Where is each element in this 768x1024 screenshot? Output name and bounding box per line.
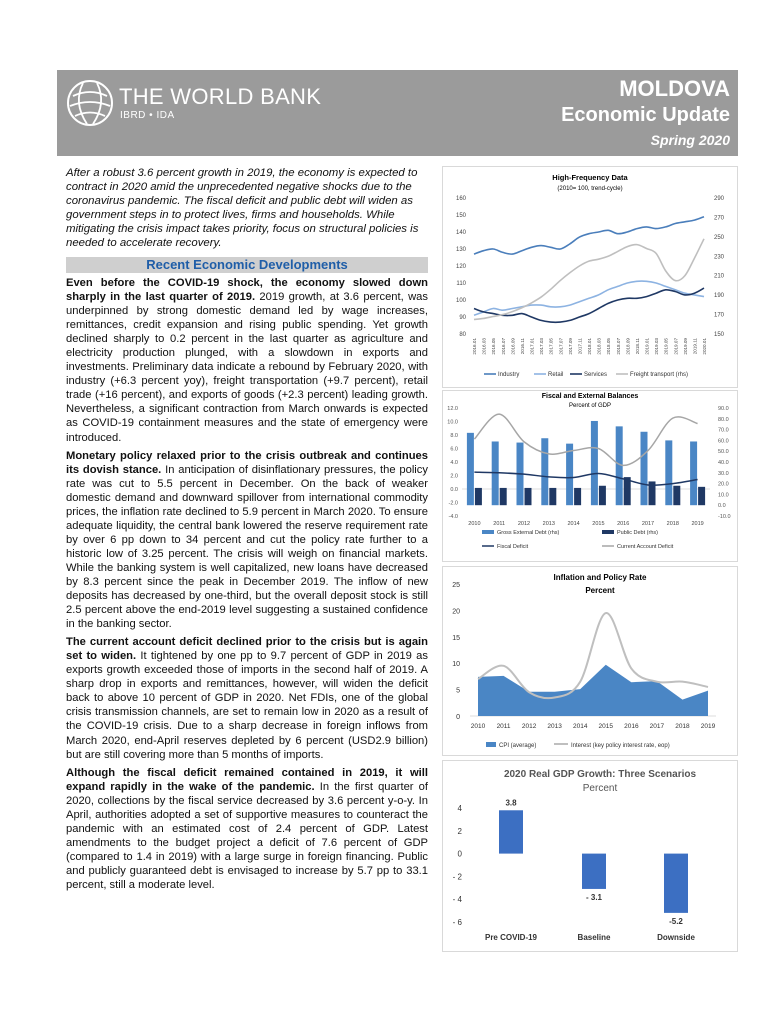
legend-label: Current Account Deficit (617, 544, 674, 550)
paragraph-lead: Even before the COVID-19 shock, the economy slowed down sharply in the last quarter of 2019. (66, 277, 428, 304)
y-tick-label: -4.0 (448, 514, 458, 520)
bar (500, 488, 507, 505)
x-tick-label: 2019.03 (654, 338, 660, 355)
legend-label: Interest (key policy interest rate, eop) (571, 743, 670, 749)
y-tick-label: 120 (455, 264, 466, 270)
scenario-bar (664, 854, 688, 913)
data-label: 3.8 (505, 798, 517, 808)
world-bank-globe-icon (65, 78, 115, 128)
x-tick-label: 2019.09 (682, 338, 688, 355)
x-tick-label: 2018 (675, 723, 690, 730)
x-tick-label: 2015 (598, 723, 614, 730)
bar (665, 440, 672, 505)
y2-tick-label: 250 (714, 234, 725, 241)
x-tick-label: 2016.05 (491, 338, 497, 355)
bar (591, 421, 598, 505)
y2-tick-label: 40.0 (718, 460, 729, 466)
y-tick-label: 100 (455, 298, 466, 304)
x-tick-label: 2016.07 (500, 338, 506, 355)
paragraph-text: In anticipation of disinflationary pressures, the policy rate was cut to 5.5 percent in December. On the back of weaker domestic demand and downward spillover from international commodity prices, the inflation rate declined to 5.9 percent in March 2020. To ensure adequate liquidity, the central bank lowered the reserve requirement rate by over 6 pp down to 34 percent and cut the policy rate further to a historic low of 3.25 percent. The crisis will weigh on financial markets. While the banking system is well capitalized, new loans have decreased by 8.3 percent since the peak in December 2019. The inflow of new deposits has decreased by one-third, but the overall deposit stock is still 2.5 percent above the end-2019 level suggesting a sustained confidence in the banking sector. (66, 463, 428, 631)
x-tick-label: 2019.05 (663, 338, 669, 355)
data-label: -5.2 (669, 916, 683, 926)
x-tick-label: 2013 (542, 521, 555, 527)
x-tick-label: 2019 (691, 521, 704, 527)
y-tick-label: - 6 (452, 918, 462, 927)
x-tick-label: 2010 (468, 521, 481, 527)
y-tick-label: 5 (456, 687, 460, 695)
y2-tick-label: 80.0 (718, 416, 729, 423)
x-tick-label: 2018.03 (596, 338, 602, 355)
x-tick-label: 2017.09 (567, 338, 573, 355)
chart-title: 2020 Real GDP Growth: Three Scenarios (503, 769, 697, 780)
data-label: - 3.1 (585, 892, 603, 902)
paragraph-lead: Although the fiscal deficit remained contained in 2019, it will expand rapidly in the wake of the pandemic. (66, 766, 428, 793)
scenario-bar (582, 854, 606, 889)
x-tick-label: 2016.09 (510, 338, 516, 355)
y-tick-label: 15 (452, 634, 460, 642)
x-tick-label: 2020.01 (702, 338, 707, 355)
x-tick-label: 2016.11 (519, 338, 525, 355)
y-tick-label: - 4 (452, 895, 462, 905)
legend-label: Gross External Debt (rhs) (497, 530, 560, 536)
chart-fiscal-external (442, 390, 738, 562)
x-tick-label: 2017 (641, 521, 655, 527)
y2-tick-label: 290 (714, 196, 725, 202)
x-tick-label: 2019.11 (692, 338, 698, 355)
x-tick-label: 2012 (517, 521, 531, 527)
report-date: Spring 2020 (650, 132, 730, 148)
logo-wordmark: THE WORLD BANK (119, 84, 322, 109)
x-tick-label: Baseline (577, 933, 611, 942)
y-tick-label: 90 (459, 315, 466, 321)
x-tick-label: 2017.07 (558, 338, 564, 355)
y-tick-label: 10.0 (447, 419, 458, 426)
chart-title: Fiscal and External Balances (541, 393, 639, 400)
y-tick-label: 2 (457, 826, 462, 836)
report-title: Economic Update (561, 104, 730, 126)
x-tick-label: 2017.05 (548, 338, 554, 355)
y-tick-label: 0 (457, 849, 462, 859)
y-tick-label: 160 (455, 196, 466, 202)
legend-swatch (602, 530, 614, 534)
y2-tick-label: 210 (714, 273, 725, 280)
x-tick-label: 2017.11 (577, 338, 583, 355)
paragraph-lead: Monetary policy relaxed prior to the crisis outbreak and continues its dovish stance. (66, 449, 428, 476)
section-heading: Recent Economic Developments (66, 257, 428, 273)
legend-label: Retail (548, 372, 564, 378)
y2-tick-label: 270 (714, 215, 725, 222)
gdp-scenarios-chart-svg (442, 760, 738, 952)
y2-tick-label: 10.0 (718, 492, 729, 499)
x-tick-label: 2018.05 (606, 338, 612, 355)
legend-label: CPI (average) (499, 743, 537, 749)
legend-label: Public Debt (rhs) (617, 530, 658, 536)
x-tick-label: 2018 (666, 521, 679, 527)
bar (541, 438, 548, 505)
paragraph-text: In the first quarter of 2020, collections by the fiscal service decreased by 3.6 percent y-o-y. In April, authorities adopted a set of supportive measures to counteract the pandemic with an estimated cost of 2.4 percent of GDP. Latest amendments to the budget project a deficit of 7.6 percent of GDP (compared to 1.4 in 2019) with a large surge in foreign financing. Public and publicly guaranteed debt is envisaged to increase by 5.7 pp to 33.1 percent, still a moderate level. (66, 780, 428, 891)
chart-inflation (442, 566, 738, 756)
y2-tick-label: 150 (714, 332, 725, 338)
x-tick-label: 2016 (624, 723, 639, 730)
y-tick-label: 110 (456, 281, 466, 287)
x-tick-label: 2011 (496, 723, 511, 730)
x-tick-label: 2014 (567, 521, 580, 527)
paragraph-lead: The current account deficit declined prior to the crisis but is again set to widen. (66, 636, 428, 663)
paragraph (66, 276, 428, 445)
y-tick-label: 8.0 (450, 433, 458, 439)
chart-title: Inflation and Policy Rate (553, 573, 647, 582)
paragraph (66, 449, 428, 632)
chart-title: High-Frequency Data (552, 173, 628, 182)
country-name: MOLDOVA (619, 76, 730, 101)
bar (673, 486, 680, 505)
x-tick-label: 2013 (547, 723, 562, 730)
legend-swatch (482, 530, 494, 534)
chart-subtitle: Percent (585, 586, 615, 595)
y2-tick-label: 70.0 (718, 427, 729, 434)
abstract: After a robust 3.6 percent growth in 2019, the economy is expected to contract in 2020 amid the unprecedented negative shocks due to the coronavirus pandemic. The fiscal deficit and public debt will widen as government steps in to protect lives, firms and households. While mitigating the crisis impact takes priority, focus on structural policies is needed to accelerate recovery. (66, 167, 419, 249)
x-tick-label: 2010 (470, 723, 486, 730)
y-tick-label: 4 (457, 804, 462, 813)
y-tick-label: - 2 (452, 872, 462, 882)
chart-gdp-scenarios (442, 760, 738, 952)
y2-tick-label: 50.0 (718, 449, 729, 456)
bar (599, 486, 606, 505)
y2-tick-label: 30.0 (718, 470, 729, 477)
y2-tick-label: 0.0 (718, 503, 726, 510)
y-tick-label: 80 (459, 332, 466, 338)
y2-tick-label: 170 (714, 312, 725, 319)
high-frequency-chart-svg (442, 166, 738, 388)
x-tick-label: 2016.03 (481, 338, 487, 355)
bar (698, 487, 705, 505)
y-tick-label: 150 (455, 213, 466, 219)
y-tick-label: 2.0 (450, 473, 458, 480)
logo-subtitle: IBRD • IDA (120, 110, 175, 121)
x-tick-label: 2018.11 (634, 338, 640, 355)
bar (549, 488, 556, 505)
y-tick-label: 6.0 (450, 446, 458, 453)
bar (641, 432, 648, 505)
legend-label: Services (584, 372, 608, 378)
body-text (66, 276, 428, 896)
y-tick-label: 4.0 (450, 460, 458, 466)
y-tick-label: 12.0 (447, 406, 458, 412)
y2-tick-label: 20.0 (718, 481, 729, 488)
x-tick-label: 2017 (649, 723, 665, 730)
y-tick-label: 20 (452, 608, 460, 616)
y2-tick-label: 60.0 (718, 438, 729, 445)
inflation-chart-svg (442, 566, 738, 756)
paragraph-text: It tightened by one pp to 9.7 percent of GDP in 2019 as exports growth exceeded those of imports in the second half of 2019. A sharp drop in exports and remittances, however, will widen the deficit back to above 10 percent of GDP in 2020. Net FDIs, one of the global crisis transmission channels, are set to remain low in 2020 as a result of the COVID-19 crisis. Due to a sharp decrease in foreign inflows from March 2020, end-April reserves depleted by 6 percent (USD2.9 billion) but are still covering more than 5 months of imports. (66, 650, 428, 761)
header-band (57, 70, 738, 156)
x-tick-label: 2018.07 (615, 338, 621, 355)
y2-tick-label: 90.0 (718, 406, 729, 412)
legend-label: Freight transport (rhs) (630, 372, 689, 378)
legend-label: Industry (498, 372, 520, 378)
x-tick-label: 2019.07 (673, 338, 679, 355)
bar (690, 441, 697, 505)
paragraph (66, 766, 428, 892)
chart-subtitle: Percent (582, 783, 618, 794)
x-tick-label: 2012 (521, 723, 537, 730)
x-tick-label: 2019 (700, 723, 716, 730)
x-tick-label: 2017.01 (529, 338, 535, 355)
x-tick-label: 2016 (617, 521, 630, 527)
legend-swatch (486, 742, 496, 747)
y2-tick-label: 230 (714, 254, 725, 261)
y-tick-label: 10 (452, 661, 460, 669)
legend-label: Fiscal Deficit (497, 544, 529, 550)
chart-subtitle: (2010= 100, trend-cycle) (557, 186, 623, 192)
y-tick-label: 0 (456, 714, 460, 721)
x-tick-label: 2017.03 (539, 338, 545, 355)
y-tick-label: 130 (455, 247, 466, 253)
x-tick-label: 2019.01 (644, 338, 650, 355)
y-tick-label: 140 (455, 230, 466, 236)
y-tick-label: 0.0 (450, 487, 458, 493)
paragraph-text: 2019 growth, at 3.6 percent, was underpinned by strong domestic demand led by wage increases, remittances, credit expansion and rising public spending. Yet growth declined sharply to 0.2 percent in the last quarter as agriculture and electricity production plunged, with a slowdown in exports and investments. Preliminary data indicate a rebound by February 2020, with industry (+6.3 percent yoy), freight transportation (+9.7 percent), retail trade (+16 percent), and exports of goods (+2.3 percent) leading growth. Nevertheless, a significant contraction from March onwards is expected as COVID-19 containment measures and the state of emergency were introduced. (66, 291, 428, 444)
bar (525, 488, 532, 505)
chart-high-frequency (442, 166, 738, 388)
x-tick-label: 2011 (493, 521, 506, 527)
x-tick-label: 2015 (592, 521, 605, 527)
y-tick-label: 25 (452, 582, 460, 589)
chart-subtitle: Percent of GDP (568, 403, 612, 409)
bar (574, 488, 581, 505)
bar (467, 433, 474, 505)
y-tick-label: -2.0 (448, 500, 458, 507)
x-tick-label: 2018.09 (625, 338, 631, 355)
y2-tick-label: -10.0 (718, 514, 731, 520)
x-tick-label: 2018.01 (587, 338, 592, 355)
fiscal-external-chart-svg (442, 390, 738, 562)
bar (475, 488, 482, 505)
x-tick-label: Downside (657, 933, 695, 942)
scenario-bar (499, 810, 523, 853)
bar (566, 444, 573, 506)
x-tick-label: 2016.01 (472, 338, 477, 355)
y2-tick-label: 190 (714, 293, 725, 300)
x-tick-label: 2014 (572, 723, 588, 730)
x-tick-label: Pre COVID-19 (484, 933, 538, 942)
paragraph (66, 635, 428, 761)
